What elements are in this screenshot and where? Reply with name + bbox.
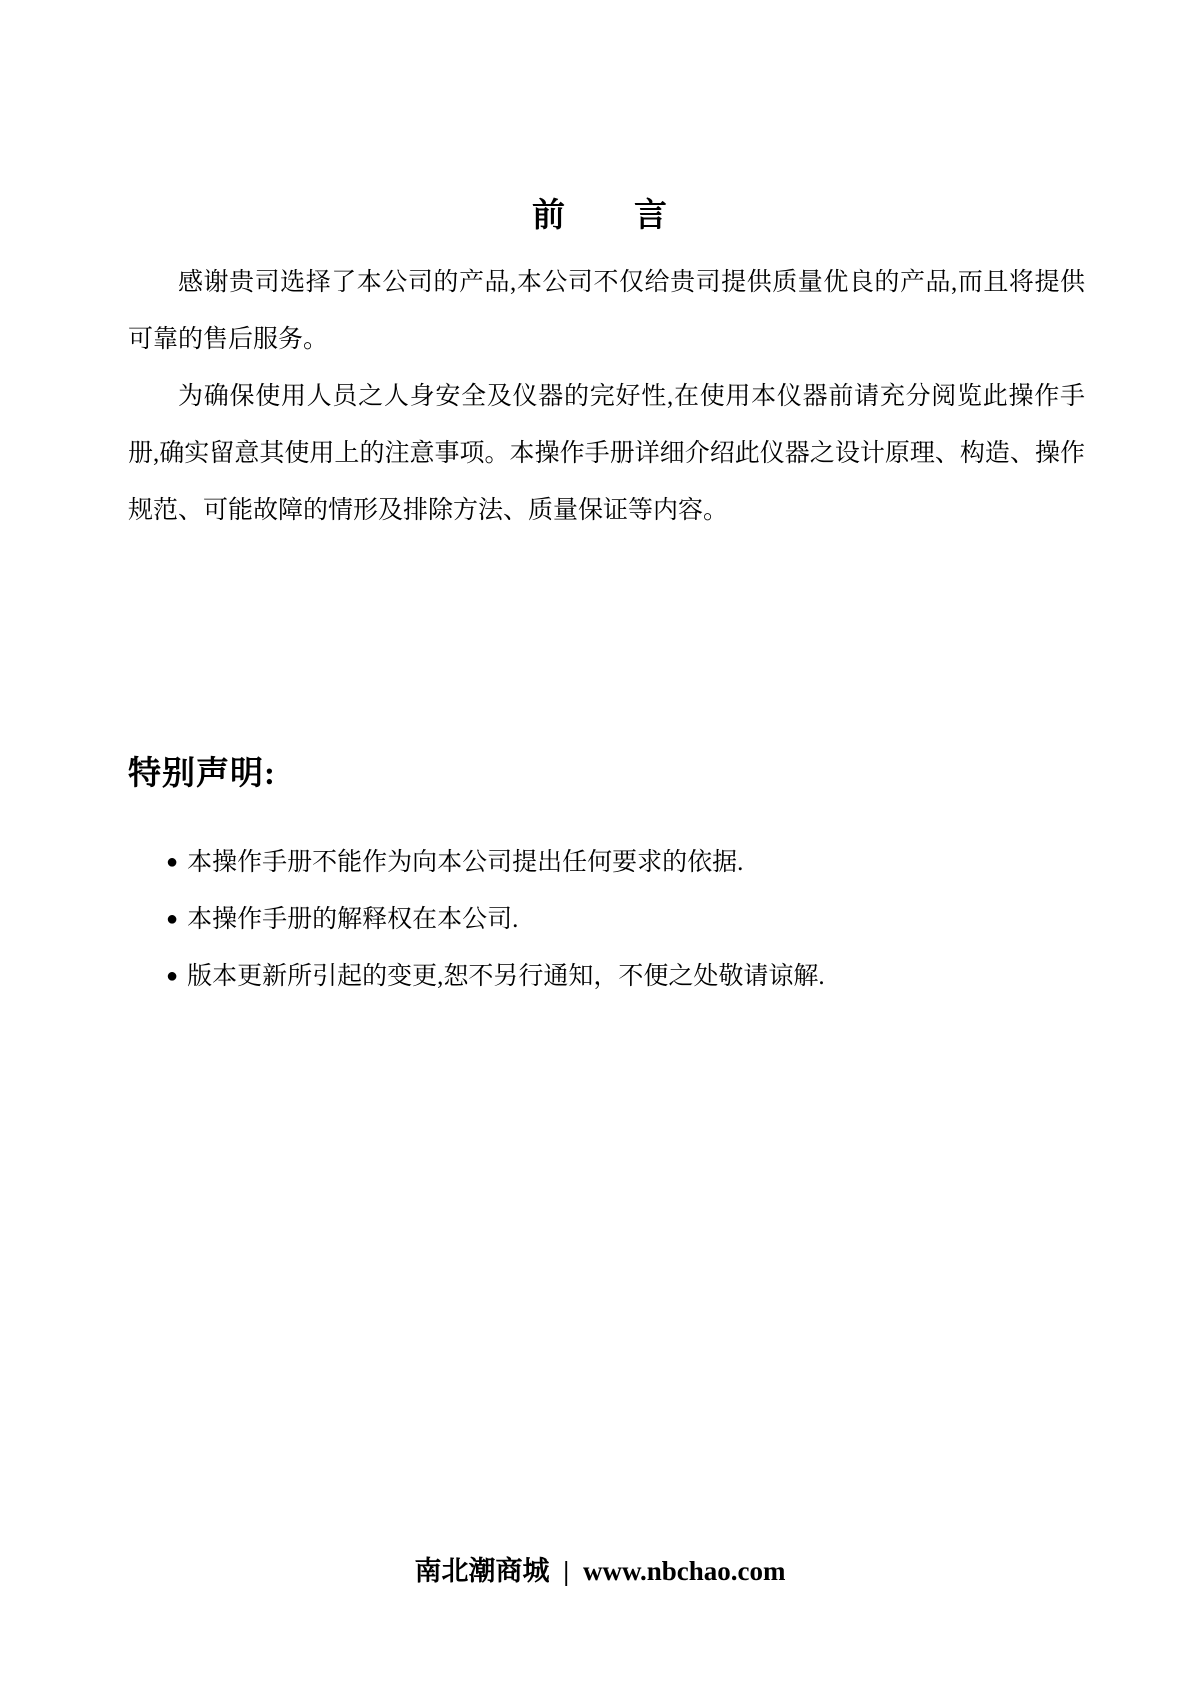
statement-bullet-list: [166, 834, 1096, 1005]
bullet-icon: ●: [166, 851, 179, 873]
site-url: www.nbchao.com: [582, 1556, 786, 1586]
site-name: 南北潮商城: [414, 1556, 550, 1586]
statement-heading: 特别声明:: [128, 756, 276, 792]
preface-body: [128, 254, 1085, 539]
statement-item-text: 本操作手册的解释权在本公司.: [187, 906, 519, 933]
statement-item-text: 本操作手册不能作为向本公司提出任何要求的依据.: [187, 849, 744, 876]
preface-title: 前 言: [532, 198, 668, 234]
bullet-icon: ●: [166, 965, 179, 987]
paragraph: 感谢贵司选择了本公司的产品,本公司不仅给贵司提供质量优良的产品,而且将提供可靠的售后服务。: [128, 269, 1085, 353]
list-item: [166, 948, 1096, 1005]
separator: |: [563, 1556, 570, 1586]
bullet-icon: ●: [166, 908, 179, 930]
statement-item-text: 版本更新所引起的变更,恕不另行通知，不便之处敬请谅解.: [187, 963, 825, 990]
paragraph: 为确保使用人员之人身安全及仪器的完好性,在使用本仪器前请充分阅览此操作手册,确实留意其使用上的注意事项。本操作手册详细介绍此仪器之设计原理、构造、操作规范、可能故障的情形及排除方法、质量保证等内容。: [128, 383, 1085, 524]
page-footer: [0, 1551, 1200, 1591]
list-item: [166, 891, 1096, 948]
list-item: [166, 834, 1096, 891]
